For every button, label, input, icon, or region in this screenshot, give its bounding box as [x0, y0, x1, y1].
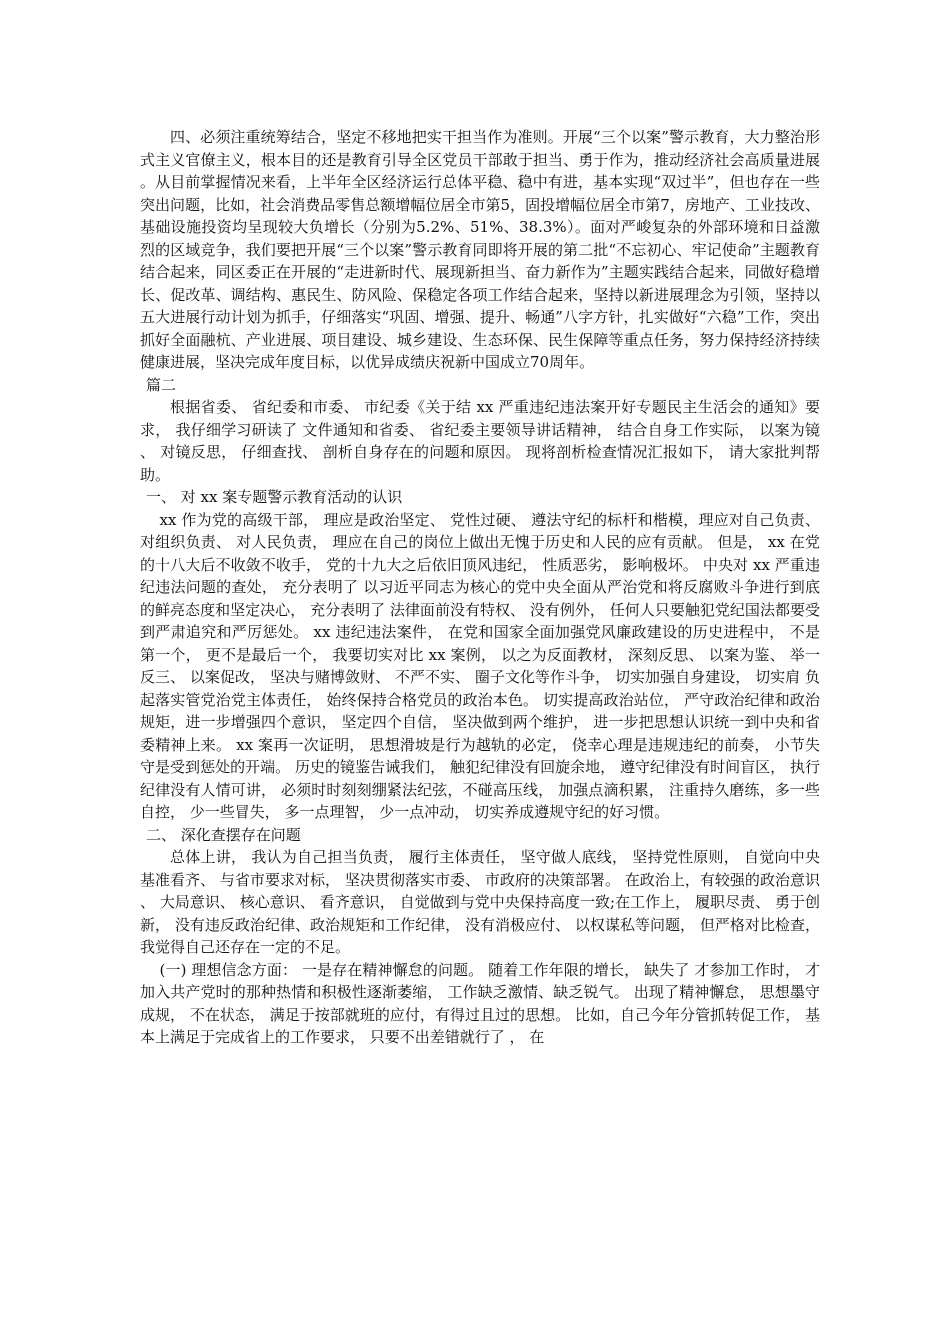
paragraph-overview: 总体上讲， 我认为自己担当负责， 履行主体责任， 坚守做人底线， 坚持党性原则， 自觉向中央基准看齐、 与省市要求对标， 坚决贯彻落实市委、 市政府的决策部署。 在政治上，有较强的政治意识、 大局意识、 核心意识、 看齐意识， 自觉做到与党中央保持高度一致;在工作上， 履职尽责、 勇于创新， 没有违反政治纪律、政治规矩和工作纪律， 没有消极应付、 以权谋私等问题， 但严格对比检查， 我觉得自己还存在一定的不足。	[140, 848, 820, 956]
document-page	[140, 126, 820, 1049]
heading-understanding: 一、 对 xx 案专题警示教育活动的认识	[146, 488, 403, 506]
heading-part-two: 篇二	[146, 375, 177, 394]
paragraph-ideals: (一) 理想信念方面： 一是存在精神懈怠的问题。 随着工作年限的增长， 缺失了 才参加工作时， 才加入共产党时的那种热情和积极性逐渐萎缩， 工作缺乏激情、缺乏锐气。 出现了精神懈怠， 思想墨守成规， 不在状态， 满足于按部就班的应付，有得过且过的思想。 比如，自己今年分管抓转促工作， 基本上满足于完成省上的工作要求， 只要不出差错就行了 ， 在	[140, 960, 820, 1046]
paragraph-understanding: xx 作为党的高级干部， 理应是政治坚定、 党性过硬、 遵法守纪的标杆和楷模，理应对自己负责、 对组织负责、 对人民负责， 理应在自己的岗位上做出无愧于历史和人民的应有贡献。 但是， xx 在党的十八大后不收敛不收手， 党的十九大之后依旧顶风违纪， 性质恶劣， 影响极坏。 中央对 xx 严重违纪违法问题的查处， 充分表明了 以习近平同志为核心的党中央全面从严治党和将反腐败斗争进行到底的鲜亮态度和坚定决心， 充分表明了 法律面前没有特权、 没有例外， 任何人只要触犯党纪国法都要受到严肃追究和严厉惩处。 xx 违纪违法案件， 在党和国家全面加强党风廉政建设的历史进程中， 不是第一个， 更不是最后一个， 我要切实对比 xx 案例， 以之为反面教材， 深刻反思、 以案为鉴、 举一反三、 以案促改， 坚决与赌博敛财、 不严不实、 圈子文化等作斗争， 切实加强自身建设， 切实肩 负起落实管党治党主体责任， 始终保持合格党员的政治本色。 切实提高政治站位， 严守政治纪律和政治规矩，进一步增强四个意识， 坚定四个自信， 坚决做到两个维护， 进一步把思想认识统一到中央和省委精神上来。 xx 案再一次证明， 思想滑坡是行为越轨的必定， 侥幸心理是违规违纪的前奏， 小节失守是受到惩处的开端。 历史的镜鉴告诫我们， 触犯纪律没有回旋余地， 遵守纪律没有时间盲区， 执行纪律没有人情可讲， 必须时时刻刻绷紧法纪弦，不碰高压线， 加强点滴积累， 注重持久磨练，多一些自控， 少一些冒失， 多一点理智， 少一点冲动， 切实养成遵规守纪的好习惯。	[140, 510, 820, 821]
paragraph-intro: 根据省委、 省纪委和市委、 市纪委《关于结 xx 严重违纪违法案开好专题民主生活会的通知》要求， 我仔细学习研读了 文件通知和省委、 省纪委主要领导讲话精神， 结合自身工作实际， 以案为镜、 对镜反思， 仔细查找、 剖析自身存在的问题和原因。 现将剖析检查情况汇报如下， 请大家批判帮助。	[140, 398, 820, 484]
paragraph-section-four: 四、必须注重统筹结合，坚定不移地把实干担当作为准则。开展“三个以案”警示教育，大力整治形式主义官僚主义，根本目的还是教育引导全区党员干部敢于担当、勇于作为，推动经济社会高质量进展。从目前掌握情况来看，上半年全区经济运行总体平稳、稳中有进，基本实现“双过半”，但也存在一些突出问题，比如，社会消费品零售总额增幅位居全市第5，固投增幅位居全市第7，房地产、工业技改、基础设施投资均呈现较大负增长（分别为5.2%、51%、38.3%）。面对严峻复杂的外部环境和日益激烈的区域竞争，我们要把开展“三个以案”警示教育同即将开展的第二批“不忘初心、牢记使命”主题教育结合起来，同区委正在开展的“走进新时代、展现新担当、奋力新作为”主题实践结合起来，同做好稳增长、促改革、调结构、惠民生、防风险、保稳定各项工作结合起来，坚持以新进展理念为引领，坚持以五大进展行动计划为抓手，仔细落实“巩固、增强、提升、畅通”八字方针，扎实做好“六稳”工作，突出抓好全面融杭、产业进展、项目建设、城乡建设、生态环保、民生保障等重点任务，努力保持经济持续健康进展，坚决完成年度目标，以优异成绩庆祝新中国成立70周年。	[140, 128, 820, 371]
heading-problems: 二、 深化查摆存在问题	[146, 825, 301, 844]
